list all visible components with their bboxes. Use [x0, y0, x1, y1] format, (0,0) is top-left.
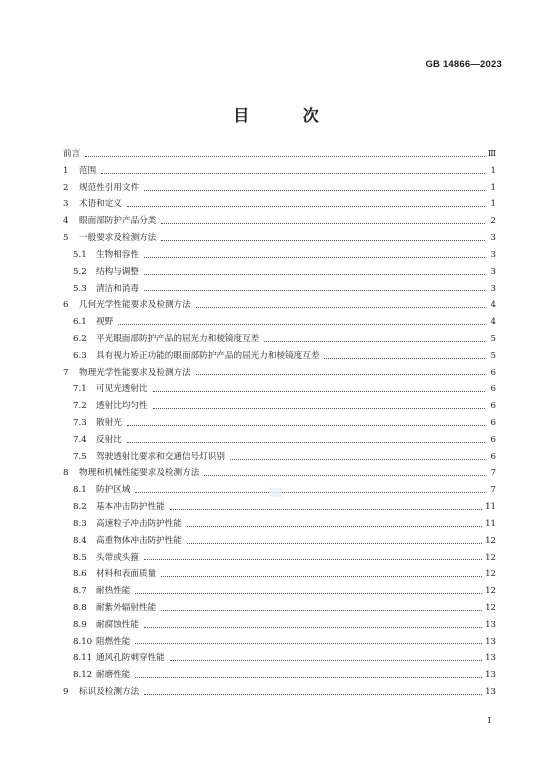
- toc-entry-page: 1: [490, 182, 496, 193]
- dot-leader: [135, 642, 482, 644]
- toc-entry[interactable]: [63, 415, 496, 432]
- toc-entry[interactable]: [63, 264, 496, 281]
- toc-entry[interactable]: [63, 533, 496, 550]
- toc-entry-title: 标识及检测方法: [79, 687, 140, 697]
- dot-leader: [324, 357, 485, 359]
- dot-leader: [144, 256, 485, 258]
- dot-leader: [144, 273, 485, 275]
- toc-entry-page: 3: [490, 266, 496, 277]
- toc-entry-number: 5: [63, 233, 69, 244]
- toc-entry-title: 驾驶透射比要求和交通信号灯识别: [96, 451, 225, 462]
- dot-leader: [127, 205, 485, 207]
- dot-leader: [144, 626, 482, 628]
- page-title: 目 次: [233, 106, 343, 125]
- toc-entry-number: 7: [63, 367, 69, 378]
- toc-entry[interactable]: [63, 196, 496, 213]
- toc-entry-page: 5: [490, 333, 496, 344]
- dot-leader: [187, 525, 482, 527]
- toc-entry[interactable]: [63, 381, 496, 398]
- toc-entry-page: 6: [490, 418, 496, 428]
- toc-entry[interactable]: [63, 600, 496, 617]
- toc-entry-number: 8.2: [73, 502, 87, 513]
- toc-entry-number: 8.12: [73, 670, 93, 681]
- toc-entry[interactable]: [63, 634, 496, 651]
- toc-entry[interactable]: [63, 650, 496, 667]
- toc-entry-page: 6: [490, 451, 496, 462]
- toc-entry-page: 6: [490, 384, 496, 395]
- toc-entry-title: 基本冲击防护性能: [96, 502, 165, 513]
- dot-leader: [196, 306, 485, 308]
- toc-entry-page: 6: [490, 434, 496, 445]
- toc-entry-number: 6.2: [73, 333, 87, 344]
- page-number: I: [487, 716, 491, 726]
- toc-entry-page: 12: [485, 535, 496, 546]
- toc-entry-title: 范围: [79, 165, 97, 176]
- toc-entry-title: 规范性引用文件: [79, 182, 140, 193]
- dot-leader: [264, 340, 485, 342]
- toc-entry-title: 清洁和消毒: [96, 283, 139, 294]
- toc-entry-page: 12: [485, 602, 496, 613]
- dot-leader: [135, 676, 482, 678]
- toc-entry-number: 6.3: [73, 350, 87, 361]
- toc-entry-title: 耐磨性能: [96, 670, 131, 681]
- toc-entry[interactable]: [63, 146, 496, 163]
- dot-leader: [187, 542, 482, 544]
- toc-entry-title: 反射比: [96, 434, 122, 445]
- toc-entry-title: 透射比均匀性: [96, 401, 148, 412]
- toc-entry-title: 一般要求及检测方法: [79, 233, 157, 244]
- dot-leader: [144, 558, 482, 560]
- toc-entry[interactable]: [63, 449, 496, 466]
- toc-entry-number: 3: [63, 199, 69, 210]
- toc-entry-number: 8: [63, 468, 69, 479]
- toc-entry-number: 8.6: [73, 569, 87, 580]
- toc-entry-page: 7: [490, 485, 496, 496]
- toc-entry-page: 2: [490, 216, 496, 227]
- toc-entry-title: 物理光学性能要求及检测方法: [79, 367, 191, 378]
- dot-leader: [161, 609, 482, 611]
- toc-entry[interactable]: [63, 365, 496, 382]
- toc-entry-page: 6: [490, 401, 496, 412]
- dot-leader: [161, 222, 485, 224]
- toc-entry-page: 1: [490, 199, 496, 210]
- toc-entry-title: 结构与调整: [96, 266, 139, 277]
- toc-entry[interactable]: [63, 230, 496, 247]
- toc-entry-number: 8.10: [73, 636, 93, 647]
- toc-entry[interactable]: [63, 684, 496, 701]
- toc-entry-title: 视野: [96, 317, 114, 328]
- toc-entry-page: 3: [490, 283, 496, 294]
- toc-entry-page: 13: [485, 619, 496, 630]
- toc-entry[interactable]: [63, 213, 496, 230]
- toc-entry[interactable]: [63, 180, 496, 197]
- toc-entry-number: 8.8: [73, 602, 87, 613]
- dot-leader: [153, 407, 485, 409]
- dot-leader: [161, 575, 482, 577]
- toc-entry-number: 7.1: [73, 384, 87, 395]
- toc-entry[interactable]: [63, 331, 496, 348]
- toc-entry-title: 生物相容性: [96, 249, 139, 260]
- toc-entry-page: 13: [485, 670, 496, 681]
- dot-leader: [101, 172, 485, 174]
- toc-entry[interactable]: [63, 617, 496, 634]
- toc-entry-page: 4: [490, 300, 496, 311]
- toc-entry-number: 8.7: [73, 586, 87, 597]
- toc-entry-title: 耐热性能: [96, 586, 131, 597]
- toc-entry-page: 4: [490, 317, 496, 328]
- toc-entry-page: 11: [485, 518, 496, 529]
- dot-leader: [118, 323, 485, 325]
- toc-entry-number: 5.3: [73, 283, 87, 294]
- toc-entry-page: 6: [490, 367, 496, 378]
- toc-entry-title: 高重物体冲击防护性能: [96, 535, 182, 546]
- toc-entry-page: 5: [490, 350, 496, 361]
- standard-code: GB 14866—2023: [425, 59, 502, 70]
- toc-entry-number: 9: [63, 687, 69, 697]
- dot-leader: [170, 508, 482, 510]
- toc-entry[interactable]: [63, 163, 496, 180]
- toc-entry-number: 5.2: [73, 266, 87, 277]
- toc-entry-title: 通风孔防刺穿性能: [96, 653, 165, 664]
- toc-entry-page: 11: [485, 502, 496, 513]
- toc-entry-number: 2: [63, 182, 69, 193]
- toc-entry[interactable]: [63, 247, 496, 264]
- toc-entry-title: 耐紫外辐射性能: [96, 602, 157, 613]
- toc-entry-page: 3: [490, 249, 496, 260]
- dot-leader: [144, 693, 482, 695]
- toc-entry-page: Ⅲ: [487, 149, 496, 159]
- toc-entry[interactable]: [63, 281, 496, 298]
- dot-leader: [144, 189, 485, 191]
- dot-leader: [153, 390, 485, 392]
- toc-entry-page: 3: [490, 233, 496, 244]
- toc-entry-page: 13: [485, 687, 496, 697]
- toc-entry-number: 5.1: [73, 249, 87, 260]
- dot-leader: [127, 424, 485, 426]
- toc-entry-title: 阻燃性能: [96, 636, 131, 647]
- toc-entry-title: 材料和表面质量: [96, 569, 157, 580]
- toc-entry-title: 可见光透射比: [96, 384, 148, 395]
- toc-entry-page: 12: [485, 552, 496, 563]
- toc-entry-number: 4: [63, 216, 69, 227]
- dot-leader: [204, 474, 485, 476]
- toc-entry-title: 几何光学性能要求及检测方法: [79, 300, 191, 311]
- toc-entry-page: 12: [485, 586, 496, 597]
- toc-entry-title: 前言: [63, 149, 81, 159]
- toc-entry[interactable]: [63, 583, 496, 600]
- toc-entry[interactable]: [63, 432, 496, 449]
- dot-leader: [135, 491, 485, 493]
- toc-entry-number: 8.4: [73, 535, 87, 546]
- dot-leader: [161, 239, 485, 241]
- toc-entry-number: 7.4: [73, 434, 87, 445]
- toc-entry[interactable]: [63, 398, 496, 415]
- toc-entry-page: 1: [490, 165, 496, 176]
- toc-entry-number: 7.3: [73, 418, 87, 428]
- toc-entry[interactable]: [63, 465, 496, 482]
- toc-entry[interactable]: [63, 314, 496, 331]
- toc-entry-title: 头带或头箍: [96, 552, 139, 563]
- toc-entry-number: 6: [63, 300, 69, 311]
- toc-entry[interactable]: [63, 550, 496, 567]
- toc-entry[interactable]: [63, 667, 496, 684]
- toc-entry-number: 8.3: [73, 518, 87, 529]
- toc-entry-number: 8.9: [73, 619, 87, 630]
- toc-entry-page: 13: [485, 636, 496, 647]
- toc-entry-title: 防护区域: [96, 485, 131, 496]
- dot-leader: [135, 592, 482, 594]
- toc-entry-title: 术语和定义: [79, 199, 122, 210]
- toc-entry[interactable]: [63, 566, 496, 583]
- toc-entry-number: 7.2: [73, 401, 87, 412]
- dot-leader: [230, 458, 485, 460]
- toc-entry[interactable]: [63, 516, 496, 533]
- dot-leader: [196, 373, 485, 375]
- toc-entry-number: 8.1: [73, 485, 87, 496]
- toc-entry-title: 具有视力矫正功能的眼面部防护产品的屈光力和棱镜度互差: [96, 350, 320, 361]
- toc-entry-page: 12: [485, 569, 496, 580]
- toc-entry[interactable]: [63, 499, 496, 516]
- toc-entry-number: 8.5: [73, 552, 87, 563]
- toc-entry-title: 高速粒子冲击防护性能: [96, 518, 182, 529]
- dot-leader: [85, 155, 485, 157]
- toc-entry-number: 7.5: [73, 451, 87, 462]
- dot-leader: [170, 659, 482, 661]
- toc-entry-title: 平光眼面部防护产品的屈光力和棱镜度互差: [96, 333, 260, 344]
- toc-entry-number: 6.1: [73, 317, 87, 328]
- toc-entry-number: 8.11: [73, 653, 93, 664]
- toc-entry[interactable]: [63, 297, 496, 314]
- toc-entry-title: 眼面部防护产品分类: [79, 216, 157, 227]
- table-of-contents: [63, 146, 496, 701]
- toc-entry-page: 13: [485, 653, 496, 664]
- dot-leader: [144, 289, 485, 291]
- toc-entry-page: 7: [490, 468, 496, 479]
- toc-entry-title: 散射光: [96, 418, 122, 428]
- toc-entry-title: 耐腐蚀性能: [96, 619, 139, 630]
- toc-entry[interactable]: [63, 348, 496, 365]
- scan-mark: [270, 488, 282, 497]
- toc-entry-number: 1: [63, 165, 69, 176]
- toc-entry-title: 物理和机械性能要求及检测方法: [79, 468, 200, 479]
- dot-leader: [127, 441, 485, 443]
